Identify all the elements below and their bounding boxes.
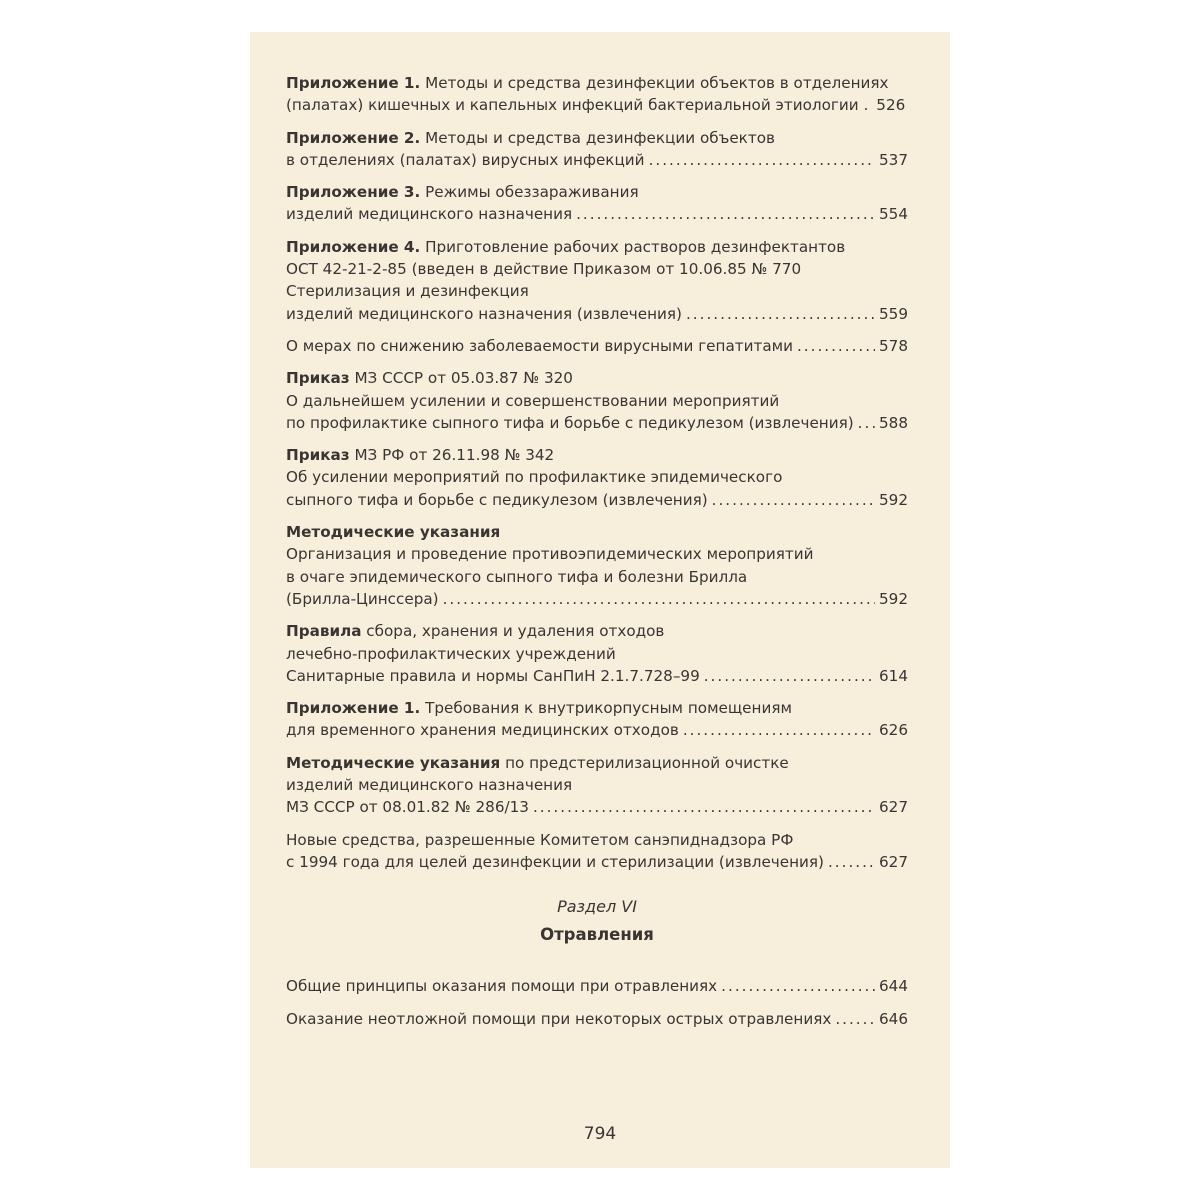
toc-entry-line: [286, 303, 908, 325]
dot-leader: [649, 149, 875, 171]
toc-entry-text: ОСТ 42-21-2-85 (введен в действие Приказом от 10.06.85 № 770: [286, 260, 802, 279]
toc-entry-line: [286, 719, 908, 741]
toc-entry-text: (Брилла-Цинссера): [286, 589, 439, 608]
toc-entry-line: [286, 829, 908, 851]
toc-entry-line: [286, 280, 908, 302]
dot-leader: [712, 489, 875, 511]
toc-entry-text: Методы и средства дезинфекции объектов: [425, 128, 775, 147]
toc-page-number: 627: [879, 852, 908, 871]
toc-entry-text: Организация и проведение противоэпидемических мероприятий: [286, 545, 814, 564]
toc-entry-text: Режимы обеззараживания: [425, 183, 639, 202]
toc-page-number: 644: [879, 977, 908, 996]
toc-entry-line: [286, 620, 908, 642]
dot-leader: [683, 719, 875, 741]
toc-entry-text: сыпного тифа и борьбе с педикулезом (извлечения): [286, 490, 708, 509]
toc-entry-text: в очаге эпидемического сыпного тифа и болезни Брилла: [286, 567, 748, 586]
toc-entry-line: [286, 588, 908, 610]
toc-entry-text: Общие принципы оказания помощи при отравлениях: [286, 977, 718, 996]
toc-entry: [286, 181, 908, 226]
section-title: Отравления: [540, 925, 654, 945]
toc-entry-text: Санитарные правила и нормы СанПиН 2.1.7.728–99: [286, 666, 700, 685]
toc-entry-line: [286, 521, 908, 543]
toc-entry-line: [286, 149, 908, 171]
dot-leader: [704, 665, 875, 687]
toc-entry-text: Требования к внутрикорпусным помещениям: [425, 699, 792, 718]
toc-list-poisoning: [286, 975, 908, 1030]
toc-page-number: 646: [879, 1009, 908, 1028]
toc-entry: [286, 335, 908, 357]
toc-page-number: 614: [879, 666, 908, 685]
toc-entry-label: Правила: [286, 622, 362, 641]
dot-leader: [576, 203, 875, 225]
toc-entry-text: по предстерилизационной очистке: [505, 753, 789, 772]
toc-entry: [286, 72, 908, 117]
toc-entry-line: [286, 412, 908, 434]
toc-entry-label: Приказ: [286, 369, 350, 388]
toc-entry-text: Оказание неотложной помощи при некоторых острых отравлениях: [286, 1009, 832, 1028]
toc-page-number: 588: [879, 413, 908, 432]
toc-entry-line: [286, 665, 908, 687]
toc-entry: [286, 521, 908, 610]
toc-entry-text: Методы и средства дезинфекции объектов в отделениях: [425, 74, 889, 92]
toc-entry-text: с 1994 года для целей дезинфекции и стерилизации (извлечения): [286, 852, 824, 871]
toc-entry-line: [286, 203, 908, 225]
toc-page-number: 592: [879, 490, 908, 509]
toc-entry-line: [286, 258, 908, 280]
toc-entry-line: [286, 390, 908, 412]
toc-entry: [286, 1008, 908, 1030]
toc-entry-line: [286, 72, 908, 94]
toc-entry-label: Приложение 4.: [286, 237, 421, 256]
toc-page-number: 578: [879, 336, 908, 355]
toc-page-number: 526: [876, 96, 906, 115]
toc-entry: [286, 127, 908, 172]
dot-leader: [858, 412, 875, 434]
dot-leader: [686, 303, 875, 325]
toc-entry-line: [286, 94, 908, 116]
toc-entry: [286, 620, 908, 687]
toc-entry-text: Новые средства, разрешенные Комитетом санэпиднадзора РФ: [286, 830, 794, 849]
toc-entry-line: [286, 796, 908, 818]
toc-entry-text: лечебно-профилактических учреждений: [286, 644, 616, 663]
toc-entry-text: для временного хранения медицинских отходов: [286, 721, 679, 740]
toc-entry-line: [286, 466, 908, 488]
toc-entry-text: изделий медицинского назначения: [286, 205, 573, 224]
toc-entry-line: [286, 181, 908, 203]
toc-entry-line: [286, 444, 908, 466]
toc-entry-text: МЗ РФ от 26.11.98 № 342: [354, 446, 555, 465]
toc-entry: [286, 829, 908, 874]
toc-entry-label: Методические указания: [286, 523, 501, 542]
toc-entry-label: Приложение 3.: [286, 183, 421, 202]
toc-entry-text: О дальнейшем усилении и совершенствовании мероприятий: [286, 391, 780, 410]
toc-entry: [286, 236, 908, 325]
toc-entry-line: [286, 975, 908, 997]
toc-entry-text: Об усилении мероприятий по профилактике эпидемического: [286, 468, 783, 487]
dot-leader: [828, 851, 875, 873]
toc-entry-line: [286, 643, 908, 665]
toc-entry: [286, 752, 908, 819]
toc-page-number: 554: [879, 205, 908, 224]
toc-entry-line: [286, 566, 908, 588]
dot-leader: [533, 796, 875, 818]
toc-entry-line: [286, 127, 908, 149]
toc-entry-line: [286, 851, 908, 873]
toc-entry-text: МЗ СССР от 05.03.87 № 320: [354, 369, 573, 388]
toc-page-number: 559: [879, 304, 908, 323]
toc-entry-line: [286, 236, 908, 258]
toc-entry-label: Приложение 2.: [286, 128, 421, 147]
toc-entry-line: [286, 1008, 908, 1030]
toc-entry-line: [286, 489, 908, 511]
book-page: [250, 32, 950, 1168]
section-heading: [286, 893, 908, 949]
toc-entry-text: (палатах) кишечных и капельных инфекций бактериальной этиологии .: [286, 96, 869, 115]
toc-entry-line: [286, 774, 908, 796]
toc-page-number: 627: [879, 798, 908, 817]
toc-entry-line: [286, 543, 908, 565]
toc-entry-label: Приложение 1.: [286, 699, 421, 718]
dot-leader: [721, 975, 875, 997]
toc-entry-text: изделий медицинского назначения: [286, 776, 573, 795]
toc-list-appendices: [286, 72, 908, 873]
toc-entry-label: Методические указания: [286, 753, 501, 772]
toc-entry-text: сбора, хранения и удаления отходов: [366, 622, 665, 641]
toc-entry-text: по профилактике сыпного тифа и борьбе с педикулезом (извлечения): [286, 413, 854, 432]
dot-leader: [835, 1008, 875, 1030]
page-number: 794: [583, 1124, 617, 1144]
toc-entry-text: О мерах по снижению заболеваемости вирусными гепатитами: [286, 336, 793, 355]
toc-entry-line: [286, 367, 908, 389]
toc-entry-text: МЗ СССР от 08.01.82 № 286/13: [286, 798, 529, 817]
toc-entry-text: Приготовление рабочих растворов дезинфектантов: [425, 237, 846, 256]
toc-entry-text: изделий медицинского назначения (извлечения): [286, 304, 682, 323]
toc-entry-line: [286, 752, 908, 774]
toc-entry: [286, 444, 908, 511]
toc-entry-label: Приказ: [286, 446, 350, 465]
toc-entry-line: [286, 335, 908, 357]
toc-entry: [286, 975, 908, 997]
toc-entry-text: в отделениях (палатах) вирусных инфекций: [286, 150, 645, 169]
dot-leader: [443, 588, 875, 610]
toc-page-number: 592: [879, 589, 908, 608]
toc-entry: [286, 697, 908, 742]
toc-page-number: 537: [879, 150, 908, 169]
toc-entry-line: [286, 697, 908, 719]
dot-leader: [797, 335, 875, 357]
toc-entry-label: Приложение 1.: [286, 74, 421, 92]
toc-entry-text: Стерилизация и дезинфекция: [286, 282, 529, 301]
toc-entry: [286, 367, 908, 434]
section-number: Раздел VI: [557, 897, 637, 917]
toc-page-number: 626: [879, 721, 908, 740]
